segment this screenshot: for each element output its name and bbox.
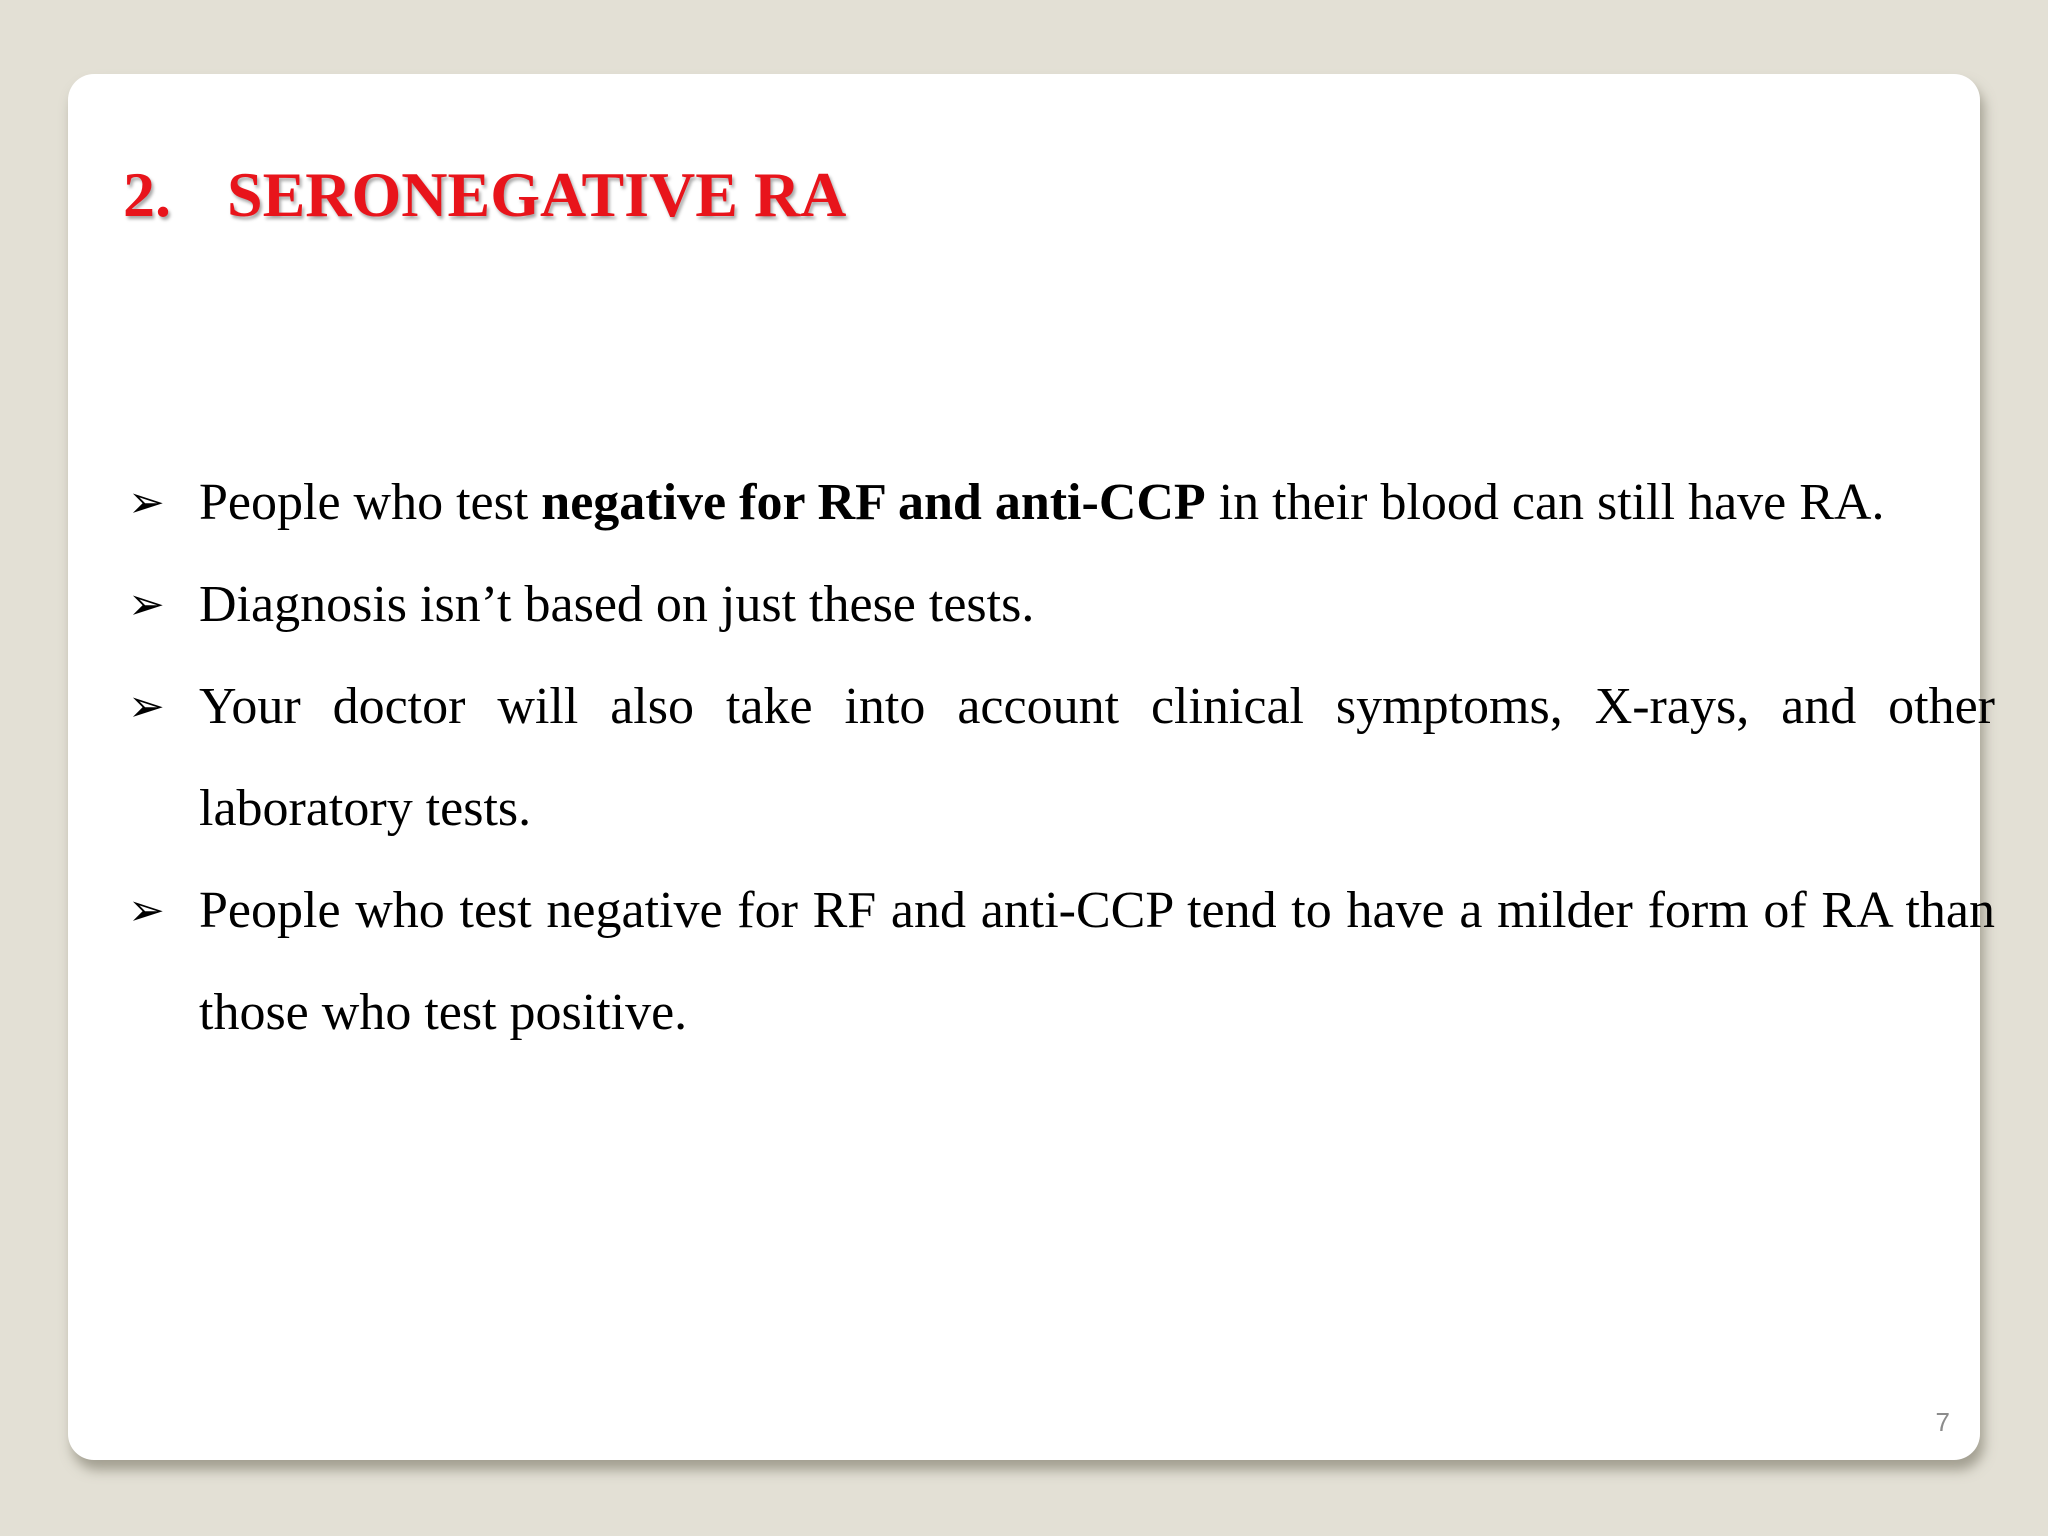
title-text: SERONEGATIVE RA bbox=[227, 159, 847, 230]
arrow-bullet-icon: ➢ bbox=[128, 885, 165, 936]
bullet-text-part: in their blood can still have RA. bbox=[1205, 474, 1885, 531]
bullet-text-part: People who test bbox=[199, 474, 542, 531]
title-number: 2. bbox=[123, 159, 171, 230]
arrow-bullet-icon: ➢ bbox=[128, 477, 165, 528]
bullet-text: People who test negative for RF and anti-CCP tend to have a milder form of RA than those who test positive. bbox=[199, 882, 1995, 1041]
arrow-bullet-icon: ➢ bbox=[128, 579, 165, 630]
bullet-text: Your doctor will also take into account clinical symptoms, X-rays, and other laboratory tests. bbox=[199, 678, 1995, 837]
bullet-item bbox=[126, 860, 1995, 1064]
arrow-bullet-icon: ➢ bbox=[128, 681, 165, 732]
slide bbox=[68, 74, 1995, 1460]
slide-title bbox=[123, 160, 846, 230]
bullet-item bbox=[126, 656, 1995, 860]
bullet-list bbox=[126, 452, 1995, 1064]
bullet-item bbox=[126, 554, 1995, 656]
page-number: 7 bbox=[1935, 1407, 1950, 1437]
bullet-bold-text: negative for RF and anti-CCP bbox=[541, 474, 1206, 531]
bullet-item bbox=[126, 452, 1995, 554]
bullet-text: Diagnosis isn’t based on just these tests. bbox=[199, 576, 1035, 633]
